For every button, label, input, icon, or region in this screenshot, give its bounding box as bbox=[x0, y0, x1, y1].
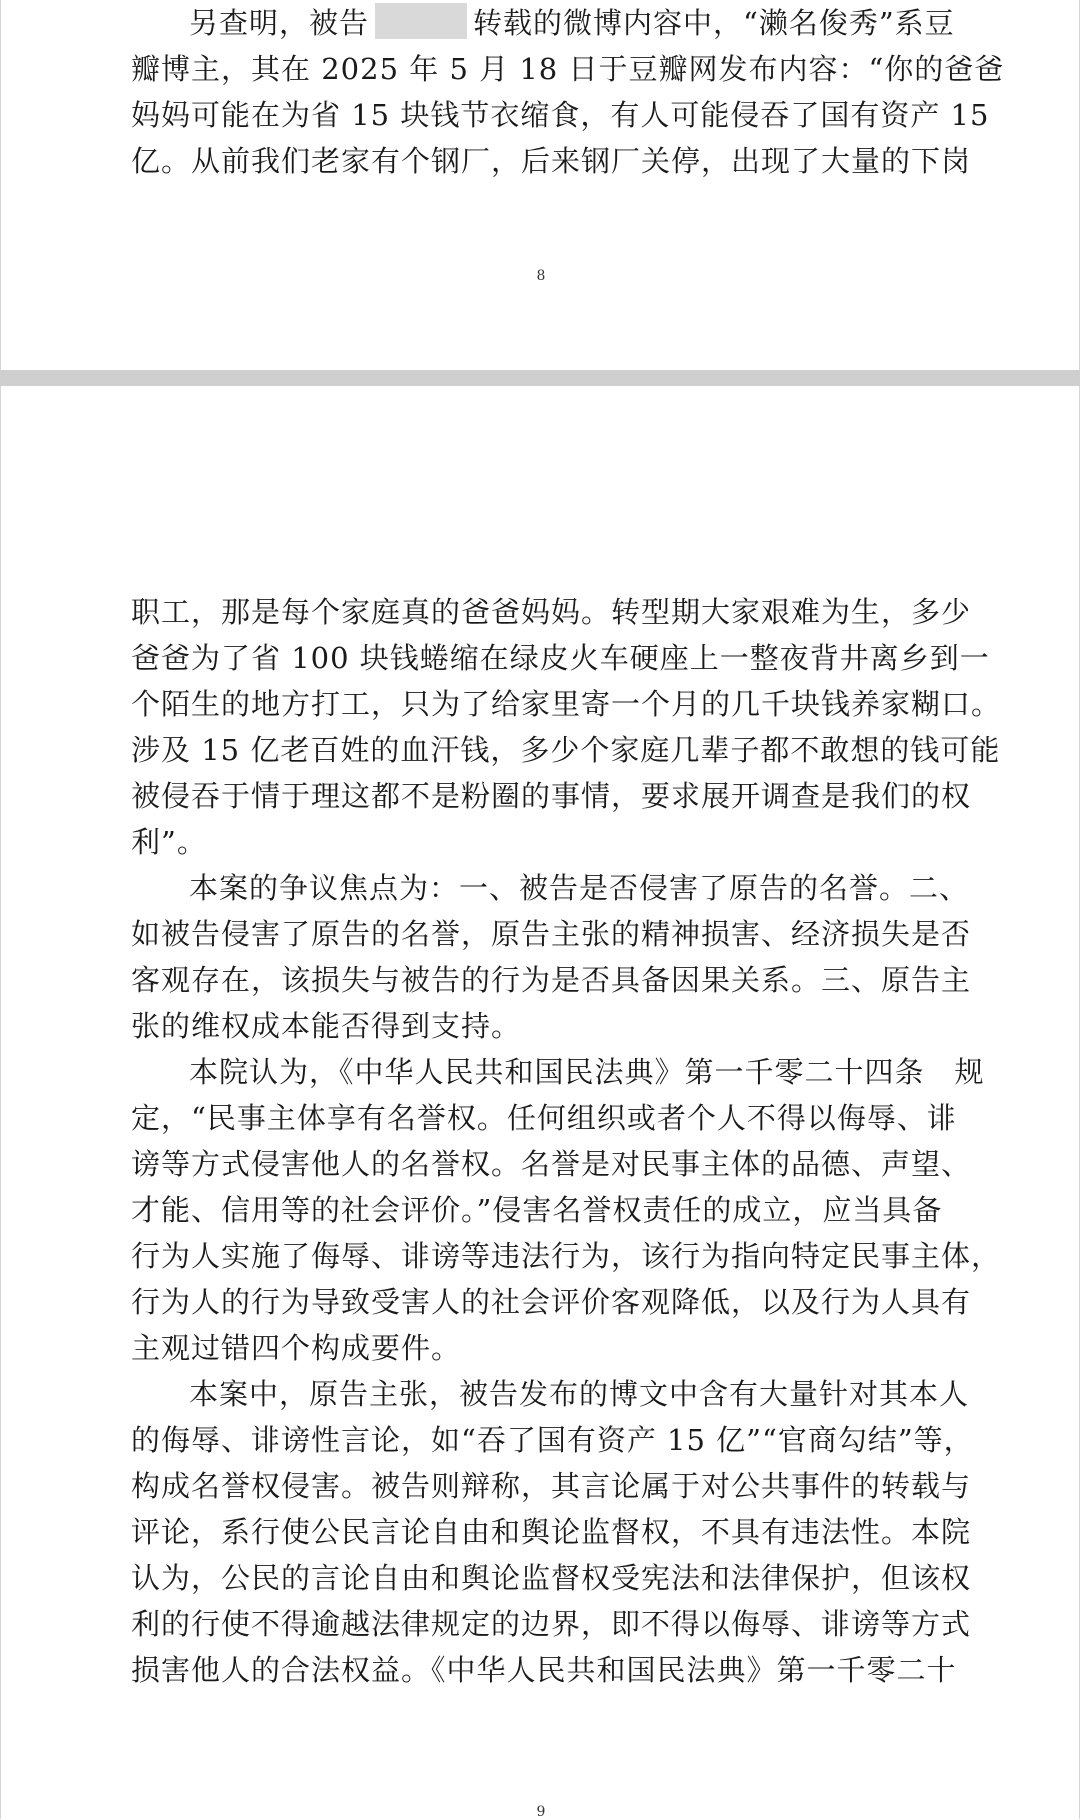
text-line: 涉及 15 亿老百姓的血汗钱，多少个家庭几辈子都不敢想的钱可能 bbox=[131, 733, 1001, 767]
document-page-9 bbox=[0, 386, 1080, 1819]
redaction-box bbox=[375, 3, 467, 39]
text-line: 主观过错四个构成要件。 bbox=[131, 1331, 462, 1365]
text-line: 行为人实施了侮辱、诽谤等违法行为，该行为指向特定民事主体， bbox=[131, 1239, 1002, 1273]
document-page-8 bbox=[0, 0, 1080, 370]
text-line: 才能、信用等的社会评价。”侵害名誉权责任的成立，应当具备 bbox=[131, 1193, 943, 1227]
text-line: 定，“民事主体享有名誉权。任何组织或者个人不得以侮辱、诽 bbox=[131, 1101, 957, 1135]
text-line: 利”。 bbox=[131, 825, 207, 859]
text-line: 个陌生的地方打工，只为了给家里寄一个月的几千块钱养家糊口。 bbox=[131, 687, 1002, 721]
page-separator bbox=[0, 370, 1080, 386]
text-line: 评论，系行使公民言论自由和舆论监督权，不具有违法性。本院 bbox=[131, 1515, 972, 1549]
text-line: 的侮辱、诽谤性言论，如“吞了国有资产 15 亿”“官商勾结”等， bbox=[131, 1423, 974, 1457]
text-line: 谤等方式侵害他人的名誉权。名誉是对民事主体的品德、声望、 bbox=[131, 1147, 972, 1181]
text-line: 如被告侵害了原告的名誉，原告主张的精神损害、经济损失是否 bbox=[131, 917, 972, 951]
text-line: 职工，那是每个家庭真的爸爸妈妈。转型期大家艰难为生，多少 bbox=[131, 595, 972, 629]
text-line: 瓣博主，其在 2025 年 5 月 18 日于豆瓣网发布内容：“你的爸爸 bbox=[131, 52, 1005, 86]
text-line: 行为人的行为导致受害人的社会评价客观降低，以及行为人具有 bbox=[131, 1285, 972, 1319]
text-line: 张的维权成本能否得到支持。 bbox=[131, 1009, 522, 1043]
text-line: 另查明，被告 转载的微博内容中，“濑名俊秀”系豆 bbox=[131, 0, 961, 46]
text-line: 被侵吞于情于理这都不是粉圈的事情，要求展开调查是我们的权 bbox=[131, 779, 972, 813]
text-line: 妈妈可能在为省 15 块钱节衣缩食，有人可能侵吞了国有资产 15 bbox=[131, 98, 990, 132]
text-line: 利的行使不得逾越法律规定的边界，即不得以侮辱、诽谤等方式 bbox=[131, 1607, 972, 1641]
text-line: 构成名誉权侵害。被告则辩称，其言论属于对公共事件的转载与 bbox=[131, 1469, 972, 1503]
text-line: 损害他人的合法权益。《中华人民共和国民法典》第一千零二十 bbox=[131, 1653, 957, 1687]
text-line: 亿。从前我们老家有个钢厂，后来钢厂关停，出现了大量的下岗 bbox=[131, 144, 972, 178]
page9-text bbox=[131, 589, 1002, 1693]
paragraph-start: 本案的争议焦点为：一、被告是否侵害了原告的名誉。二、 bbox=[189, 871, 970, 905]
paragraph-start: 本院认为，《中华人民共和国民法典》第一千零二十四条 规 bbox=[189, 1055, 985, 1089]
text-line: 客观存在，该损失与被告的行为是否具备因果关系。三、原告主 bbox=[131, 963, 972, 997]
page-number: 8 bbox=[536, 268, 546, 284]
page8-text bbox=[131, 0, 1005, 184]
text-line: 爸爸为了省 100 块钱蜷缩在绿皮火车硬座上一整夜背井离乡到一 bbox=[131, 641, 990, 675]
page-number: 9 bbox=[536, 1804, 546, 1820]
text-line: 认为，公民的言论自由和舆论监督权受宪法和法律保护，但该权 bbox=[131, 1561, 972, 1595]
paragraph-start: 本案中，原告主张，被告发布的博文中含有大量针对其本人 bbox=[189, 1377, 970, 1411]
